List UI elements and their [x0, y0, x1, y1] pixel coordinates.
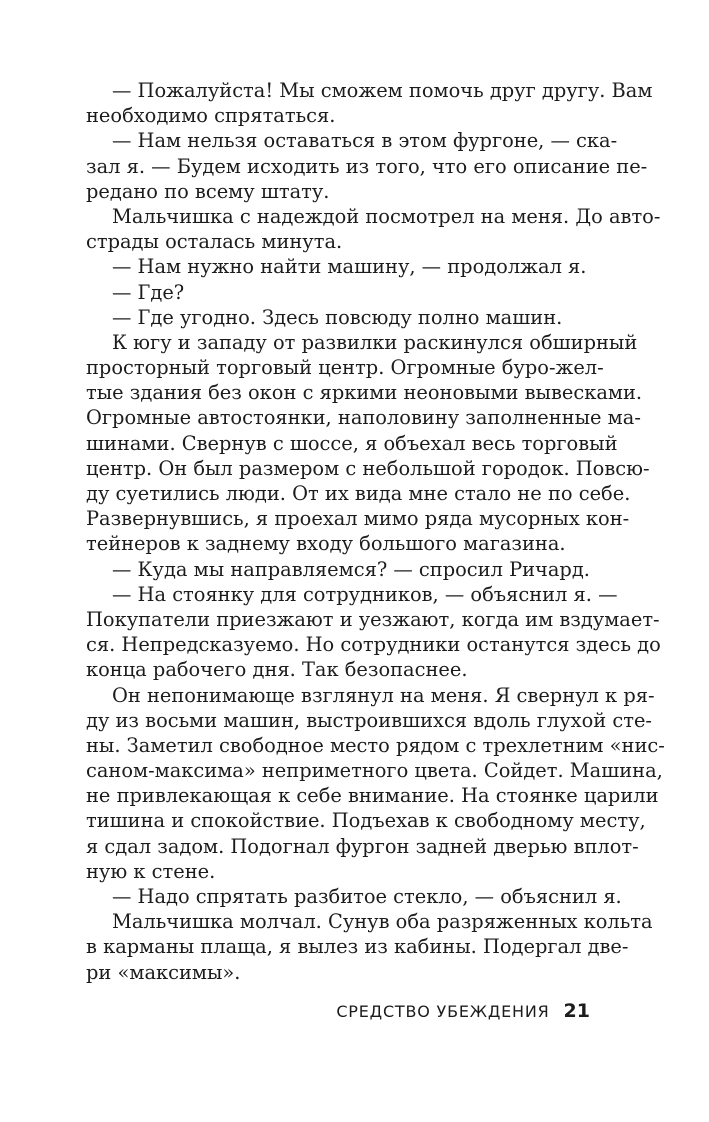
text-line: не привлекающая к себе внимание. На стоянке царили	[86, 784, 659, 808]
text-line: в карманы плаща, я вылез из кабины. Подергал две-	[86, 935, 629, 959]
text-line: центр. Он был размером с небольшой городок. Повсю-	[86, 456, 650, 480]
text-line: просторный торговый центр. Огромные буро-жел-	[86, 356, 604, 380]
text-line: необходимо спрятаться.	[86, 104, 336, 128]
text-line: Мальчишка молчал. Сунув оба разряженных кольта	[112, 910, 653, 934]
running-title: СРЕДСТВО УБЕЖДЕНИЯ	[336, 1002, 550, 1021]
text-line: зал я. — Будем исходить из того, что его описание пе-	[86, 154, 648, 178]
page-body	[86, 78, 665, 985]
text-line: тейнеров к заднему входу большого магазина.	[86, 532, 566, 556]
page-number: 21	[563, 1000, 590, 1022]
text-line: шинами. Свернув с шоссе, я объехал весь торговый	[86, 431, 618, 455]
text-line: тишина и спокойствие. Подъехав к свободному месту,	[86, 809, 646, 833]
text-line: я сдал задом. Подогнал фургон задней дверью вплот-	[86, 834, 639, 858]
text-line: редано по всему штату.	[86, 179, 330, 203]
text-line: саном-максима» неприметного цвета. Сойдет. Машина,	[86, 759, 663, 783]
text-line: ду из восьми машин, выстроившихся вдоль глухой сте-	[86, 708, 652, 732]
text-line: — Куда мы направляемся? — спросил Ричард.	[112, 557, 590, 581]
text-line: страды осталась минута.	[86, 230, 343, 254]
text-line: Огромные автостоянки, наполовину заполненные ма-	[86, 406, 641, 430]
text-line: — Нам нельзя оставаться в этом фургоне, — ска-	[112, 129, 618, 153]
text-line: ду суетились люди. От их вида мне стало не по себе.	[86, 482, 631, 505]
page-footer	[336, 1000, 590, 1022]
text-line: Покупатели приезжают и уезжают, когда им вздумает-	[86, 607, 660, 631]
text-line: — На стоянку для сотрудников, — объяснил я. —	[112, 582, 618, 606]
text-line: — Надо спрятать разбитое стекло, — объяснил я.	[112, 885, 622, 908]
text-line: — Нам нужно найти машину, — продолжал я.	[112, 255, 587, 279]
text-line: Развернувшись, я проехал мимо ряда мусорных кон-	[86, 507, 630, 531]
text-line: Он непонимающе взглянул на меня. Я свернул к ря-	[112, 683, 655, 707]
text-line: тые здания без окон с яркими неоновыми вывесками.	[86, 381, 643, 405]
text-line: конца рабочего дня. Так безопаснее.	[86, 658, 468, 682]
text-line: ную к стене.	[86, 859, 216, 883]
text-line: — Где?	[112, 280, 185, 304]
text-line: Мальчишка с надеждой посмотрел на меня. До авто-	[112, 204, 661, 228]
text-line: ны. Заметил свободное место рядом с трехлетним «нис-	[86, 733, 665, 757]
text-line: — Где угодно. Здесь повсюду полно машин.	[112, 305, 563, 329]
text-line: ся. Непредсказуемо. Но сотрудники останутся здесь до	[86, 633, 661, 657]
text-line: ри «максимы».	[86, 960, 241, 984]
text-line: К югу и западу от развилки раскинулся обширный	[112, 330, 638, 354]
text-line: — Пожалуйста! Мы сможем помочь друг другу. Вам	[112, 79, 653, 102]
